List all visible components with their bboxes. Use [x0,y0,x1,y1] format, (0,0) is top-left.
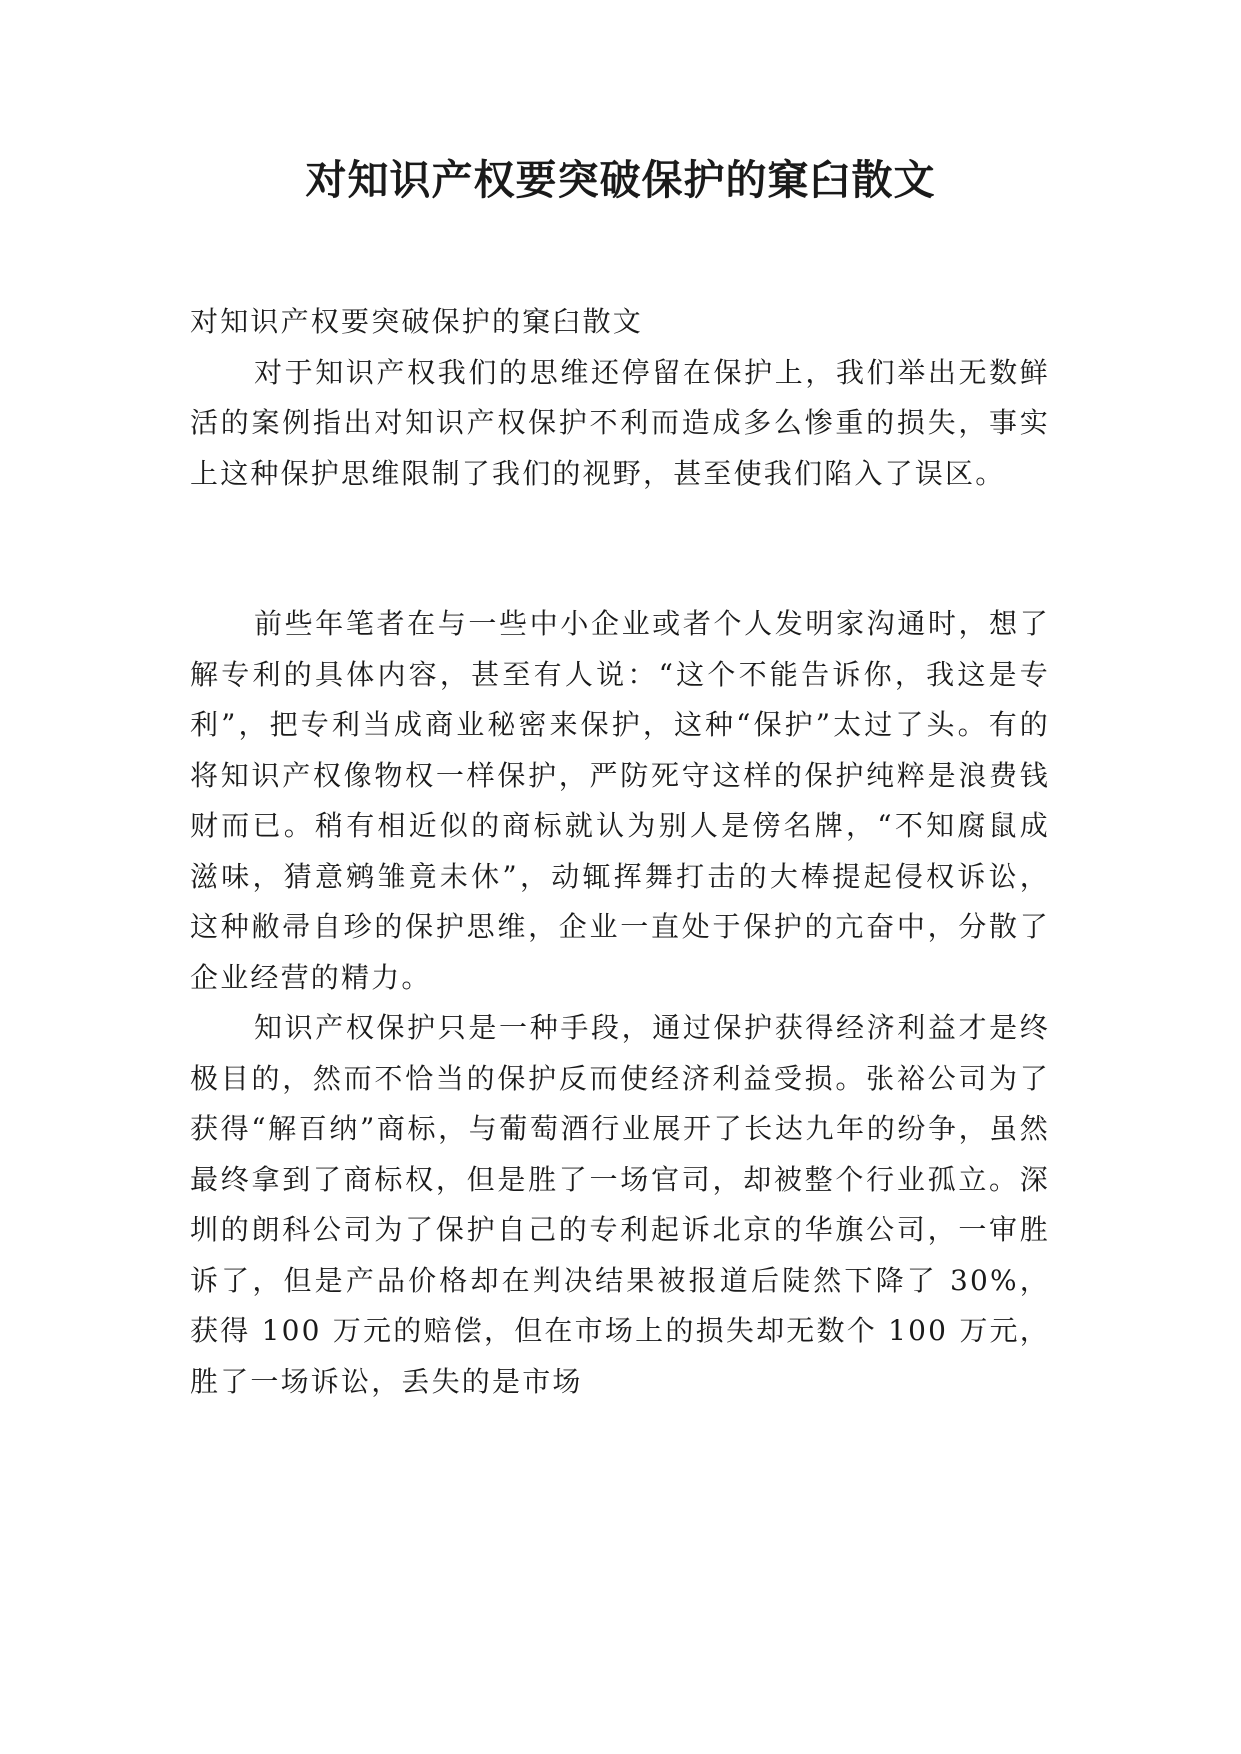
paragraph-3: 知识产权保护只是一种手段，通过保护获得经济利益才是终极目的，然而不恰当的保护反而使经济利益受损。张裕公司为了获得“解百纳”商标，与葡萄酒行业展开了长达九年的纷争，虽然最终拿到了商标权，但是胜了一场官司，却被整个行业孤立。深圳的朗科公司为了保护自己的专利起诉北京的华旗公司，一审胜诉了，但是产品价格却在判决结果被报道后陡然下降了 30%，获得 100 万元的赔偿，但在市场上的损失却无数个 100 万元，胜了一场诉讼，丢失的是市场 [190,1011,1050,1398]
document-title: 对知识产权要突破保护的窠臼散文 [305,156,936,204]
paragraph-1: 对于知识产权我们的思维还停留在保护上，我们举出无数鲜活的案例指出对知识产权保护不利而造成多么惨重的损失，事实上这种保护思维限制了我们的视野，甚至使我们陷入了误区。 [190,355,1050,490]
document-body [190,297,1050,1407]
document-subtitle: 对知识产权要突破保护的窠臼散文 [190,305,644,338]
paragraph-spacer [190,499,1050,599]
paragraph-2: 前些年笔者在与一些中小企业或者个人发明家沟通时，想了解专利的具体内容，甚至有人说：“这个不能告诉你，我这是专利”，把专利当成商业秘密来保护，这种“保护”太过了头。有的将知识产权像物权一样保护，严防死守这样的保护纯粹是浪费钱财而已。稍有相近似的商标就认为别人是傍名牌，“不知腐鼠成滋味，猜意鹓雏竟未休”，动辄挥舞打击的大棒提起侵权诉讼，这种敝帚自珍的保护思维，企业一直处于保护的亢奋中，分散了企业经营的精力。 [190,607,1050,994]
